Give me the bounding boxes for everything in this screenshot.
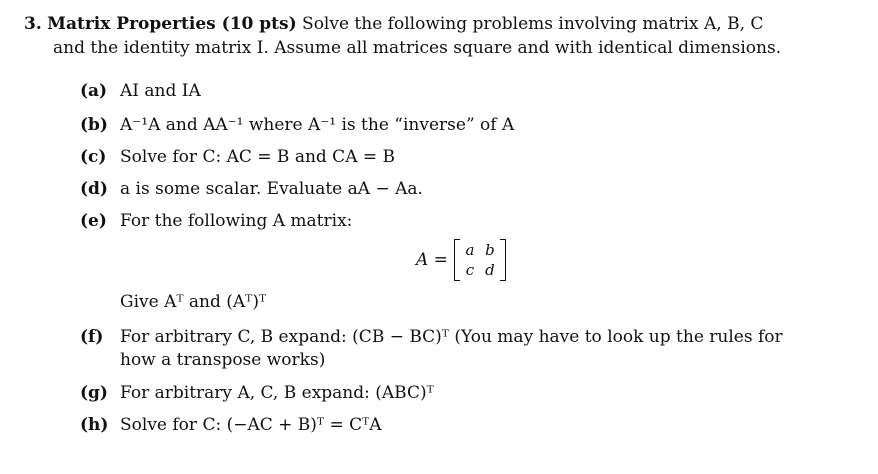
matrix-lhs: A = bbox=[416, 250, 448, 270]
part-d bbox=[80, 178, 840, 201]
matrix-cell: a bbox=[465, 241, 475, 259]
part-text: AI and IA bbox=[120, 81, 201, 101]
part-text: For arbitrary A, C, B expand: (ABC)ᵀ bbox=[120, 383, 434, 403]
part-c bbox=[80, 146, 840, 169]
part-a bbox=[80, 80, 840, 103]
part-label: (c) bbox=[80, 147, 107, 167]
part-label: (a) bbox=[80, 81, 108, 101]
part-e bbox=[80, 210, 840, 233]
give-transpose-line: Give Aᵀ and (Aᵀ)ᵀ bbox=[120, 292, 267, 312]
part-label: (b) bbox=[80, 115, 108, 135]
right-bracket bbox=[500, 239, 506, 281]
problem-intro-line1: Solve the following problems involving matrix A, B, C bbox=[302, 14, 764, 34]
part-label: (g) bbox=[80, 383, 108, 403]
part-f bbox=[80, 326, 840, 372]
part-text: For arbitrary C, B expand: (CB − BC)ᵀ (You may have to look up the rules for bbox=[120, 327, 783, 347]
matrix-equation bbox=[416, 238, 506, 282]
part-label: (f) bbox=[80, 327, 104, 347]
part-label: (d) bbox=[80, 179, 108, 199]
matrix-cell: d bbox=[485, 261, 495, 279]
part-b bbox=[80, 114, 840, 137]
matrix-a bbox=[454, 239, 506, 281]
problem-intro-line2: and the identity matrix I. Assume all matrices square and with identical dimensions. bbox=[53, 38, 782, 58]
problem-title: Matrix Properties (10 pts) bbox=[47, 14, 297, 34]
part-h bbox=[80, 414, 840, 437]
left-bracket bbox=[454, 239, 460, 281]
matrix-cell: b bbox=[485, 241, 495, 259]
part-g bbox=[80, 382, 840, 405]
part-text: A⁻¹A and AA⁻¹ where A⁻¹ is the “inverse” of A bbox=[120, 115, 515, 135]
part-text-continued: how a transpose works) bbox=[120, 350, 326, 370]
part-text: Solve for C: (−AC + B)ᵀ = CᵀA bbox=[120, 415, 382, 435]
matrix-cell: c bbox=[465, 261, 475, 279]
part-label: (h) bbox=[80, 415, 109, 435]
part-label: (e) bbox=[80, 211, 107, 231]
part-text: Solve for C: AC = B and CA = B bbox=[120, 147, 396, 167]
problem-number: 3. bbox=[24, 14, 42, 34]
part-text: a is some scalar. Evaluate aA − Aa. bbox=[120, 179, 423, 199]
problem-header bbox=[24, 12, 864, 60]
part-text: For the following A matrix: bbox=[120, 211, 353, 231]
